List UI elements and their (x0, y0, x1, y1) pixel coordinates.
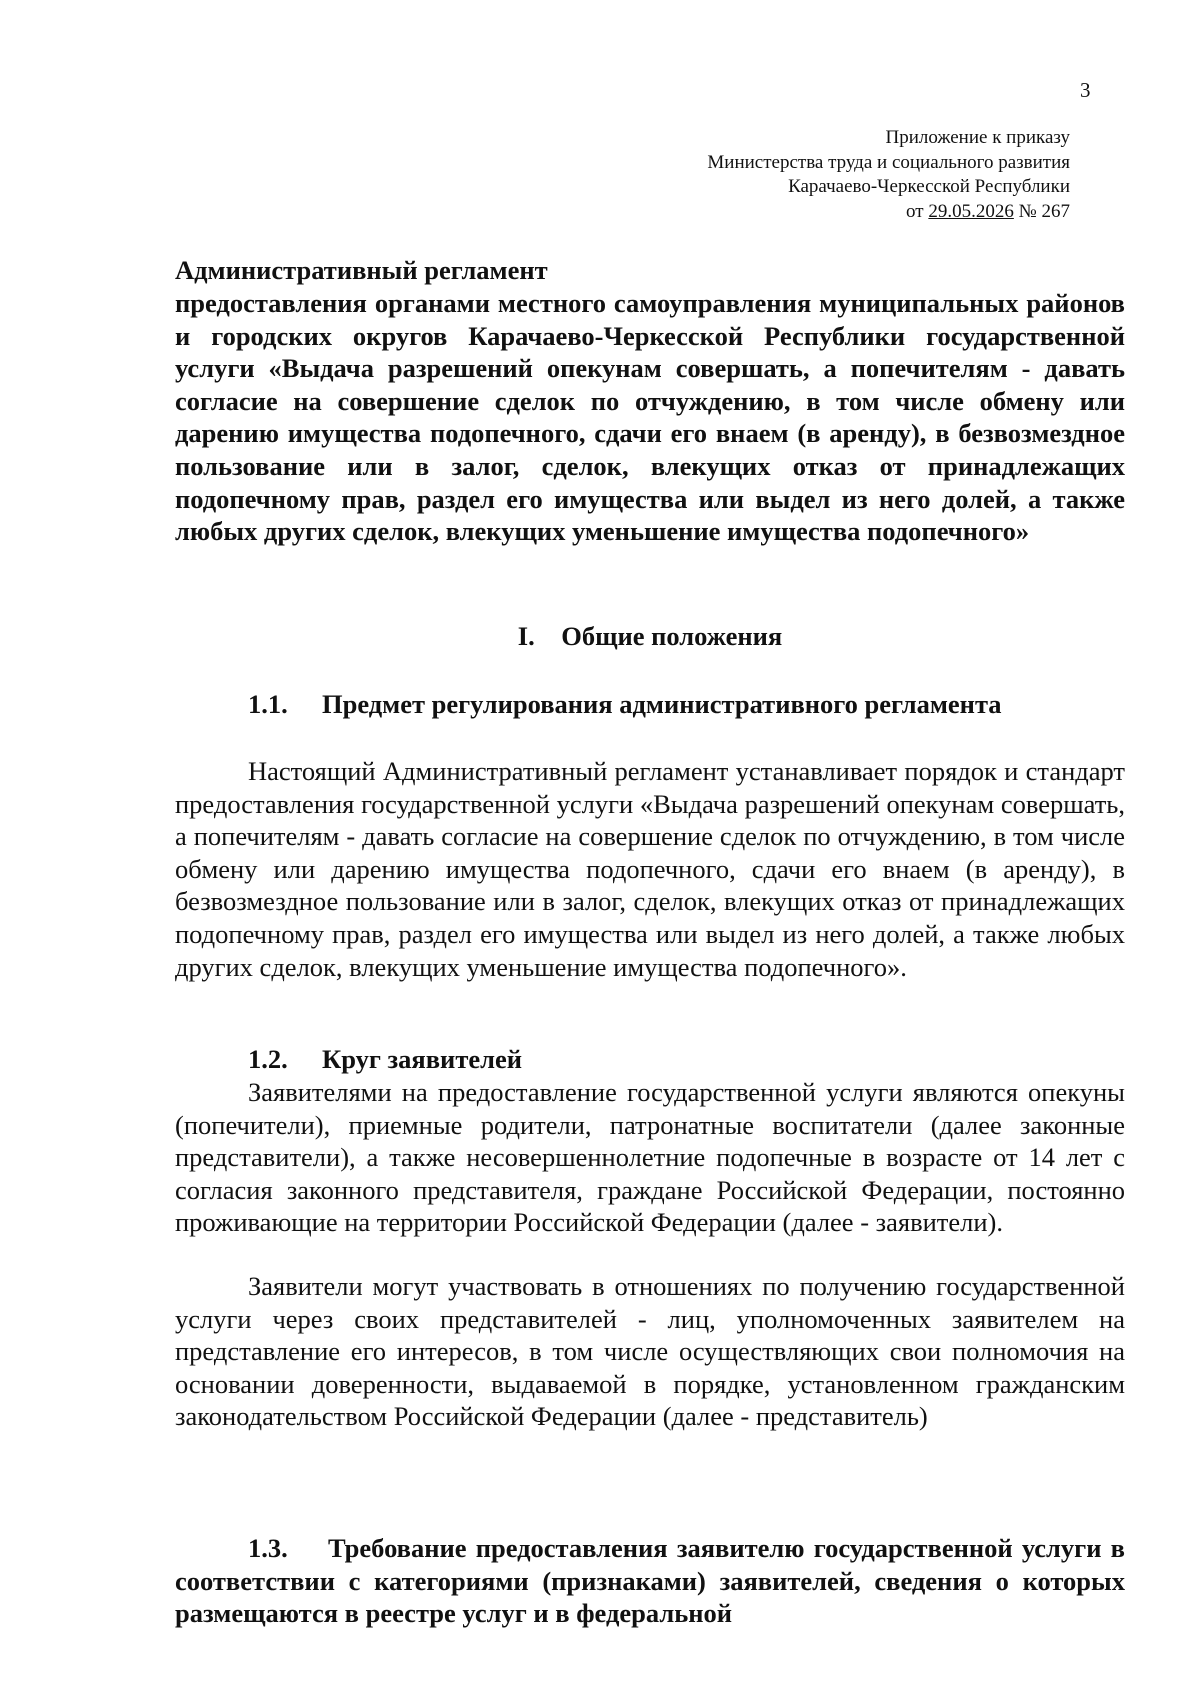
paragraph-1-2-representatives: Заявители могут участвовать в отношениях по получению государственной услуги через своих представителей - лиц, уполномоченных заявителем на представление его интересов, в том числе осуществляющих свои полномочия на основании доверенности, выдаваемой в порядке, установленном гражданским законодательством Российской Федерации (далее - представитель) (175, 1271, 1125, 1432)
section-title: Общие положения (561, 621, 783, 651)
appendix-line-3: Карачаево-Черкесской Республики (788, 176, 1070, 197)
appendix-date: 29.05.2026 (928, 200, 1014, 222)
appendix-line-2: Министерства труда и социального развития (707, 151, 1070, 173)
subsection-title: Требование предоставления заявителю государственной услуги в соответствии с категориями (признаками) заявителей, сведения о которых размещаются в реестре услуг и в федеральной (175, 1533, 1125, 1629)
appendix-line-1: Приложение к приказу (885, 127, 1070, 148)
appendix-date-prefix: от (906, 200, 929, 222)
appendix-block (707, 126, 1070, 224)
subsection-heading-1-3 (175, 1532, 1125, 1630)
subsection-title: Круг заявителей (322, 1044, 523, 1074)
subsection-title: Предмет регулирования административного регламента (322, 689, 1002, 719)
subsection-number: 1.2. (248, 1044, 288, 1074)
section-heading (175, 620, 1125, 653)
appendix-order-number: № 267 (1013, 200, 1070, 222)
document-title: Административный регламент (175, 255, 548, 285)
appendix-date-line (707, 200, 1070, 225)
subsection-number: 1.1. (248, 689, 288, 719)
paragraph-1-2-applicants: Заявителями на предоставление государственной услуги являются опекуны (попечители), приемные родители, патронатные воспитатели (далее законные представители), а также несовершеннолетние подопечные в возрасте от 14 лет с согласия законного представителя, граждане Российской Федерации, постоянно проживающие на территории Российской Федерации (далее - заявители). (175, 1077, 1125, 1238)
subsection-heading-1-2 (248, 1043, 522, 1076)
page-number: 3 (1080, 78, 1091, 102)
subsection-heading-1-1 (248, 688, 1002, 721)
document-subtitle: предоставления органами местного самоуправления муниципальных районов и городских округов Карачаево-Черкесской Республики государственной услуги «Выдача разрешений опекунам совершать, а попечителям - давать согласие на совершение сделок по отчуждению, в том числе обмену или дарению имущества подопечного, сдачи его внаем (в аренду), в безвозмездное пользование или в залог, сделок, влекущих отказ от принадлежащих подопечному прав, раздел его имущества или выдел из него долей, а также любых других сделок, влекущих уменьшение имущества подопечного» (175, 288, 1125, 547)
section-number: I. (517, 621, 535, 651)
paragraph-1-1: Настоящий Административный регламент устанавливает порядок и стандарт предоставления государственной услуги «Выдача разрешений опекунам совершать, а попечителям - давать согласие на совершение сделок по отчуждению, в том числе обмену или дарению имущества подопечного, сдачи его внаем (в аренду), в безвозмездное пользование или в залог, сделок, влекущих отказ от принадлежащих подопечному прав, раздел его имущества или выдел из него долей, а также любых других сделок, влекущих уменьшение имущества подопечного». (175, 756, 1125, 982)
subsection-number: 1.3. (248, 1533, 288, 1563)
